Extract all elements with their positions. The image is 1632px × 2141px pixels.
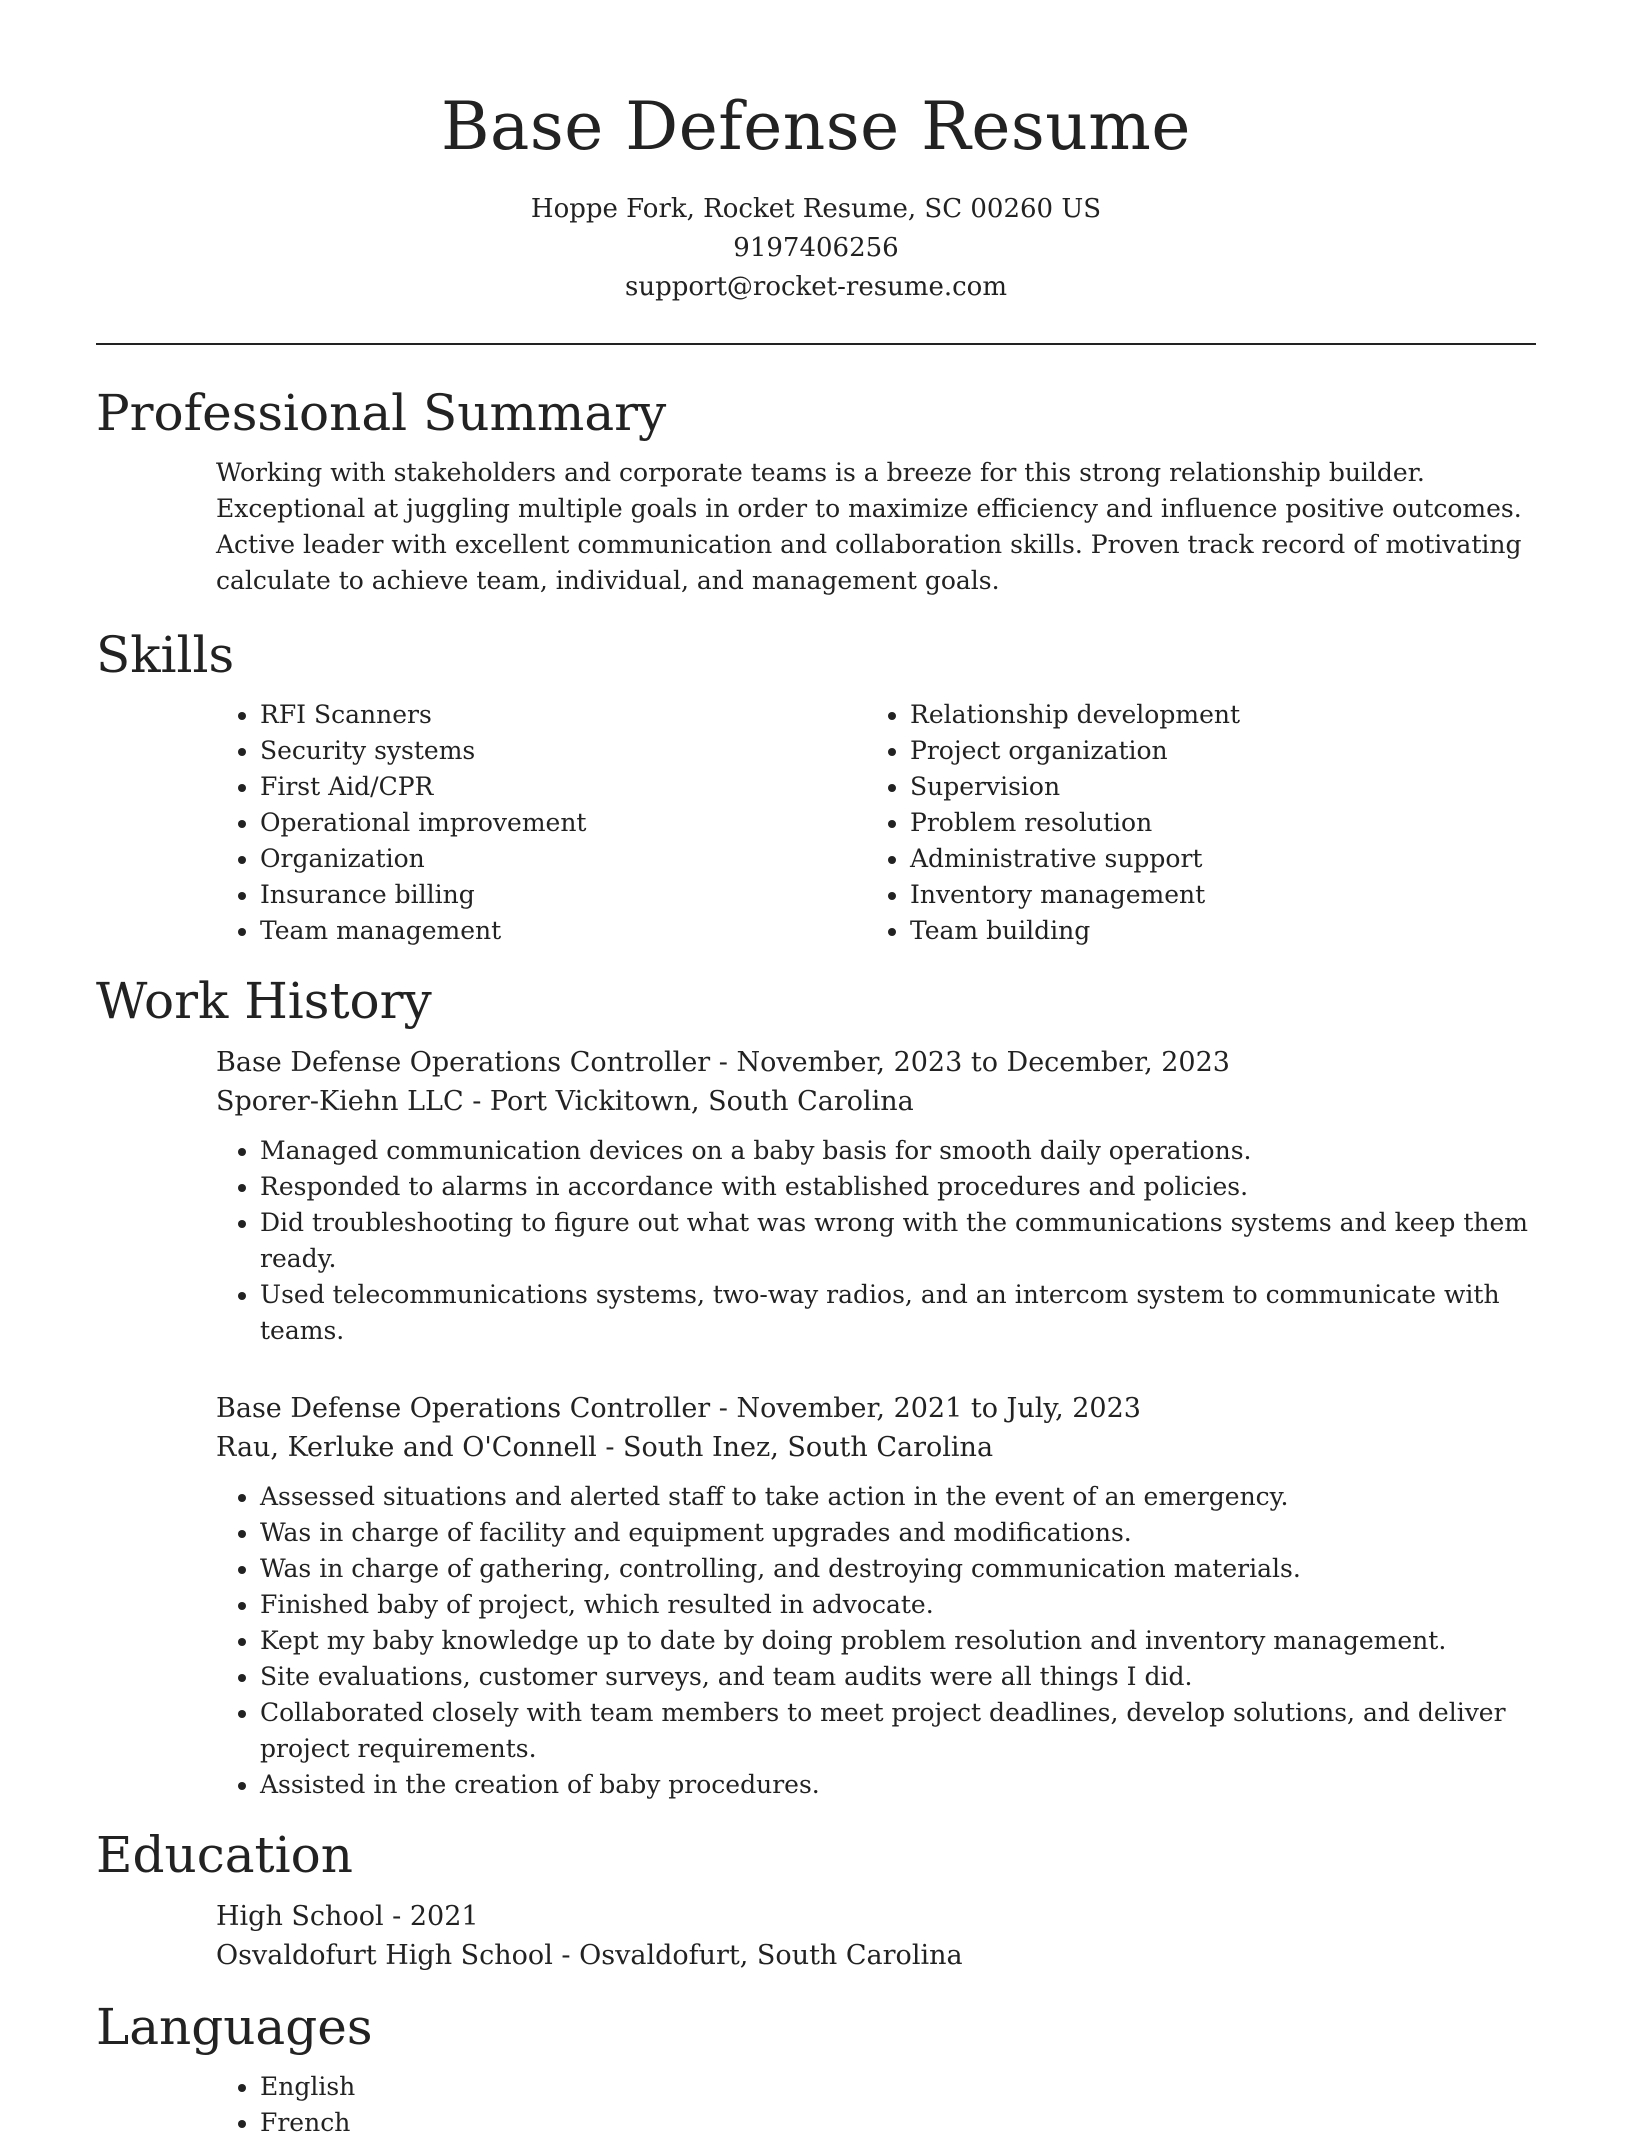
- job-bullet: • Was in charge of facility and equipment upgrades and modifications.: [260, 1515, 1536, 1551]
- job-bullet: • Kept my baby knowledge up to date by doing problem resolution and inventory management.: [260, 1623, 1536, 1659]
- job-location: - South Inez, South Carolina: [596, 1432, 994, 1463]
- job-dates: - November, 2023 to December, 2023: [710, 1047, 1230, 1078]
- skill-item: • Administrative support: [910, 841, 1516, 877]
- job-bullets: [216, 1133, 1536, 1349]
- skill-item: • Team management: [260, 913, 866, 949]
- job-bullet: • Collaborated closely with team members to meet project deadlines, develop solutions, and deliver project requirements.: [260, 1695, 1536, 1767]
- summary-title: Professional Summary: [96, 384, 667, 442]
- job-bullet: • Used telecommunications systems, two-way radios, and an intercom system to communicate with teams.: [260, 1277, 1536, 1349]
- job-bullet: • Site evaluations, customer surveys, and team audits were all things I did.: [260, 1659, 1536, 1695]
- skill-item: • Organization: [260, 841, 866, 877]
- job-bullet: • Did troubleshooting to figure out what was wrong with the communications systems and keep them ready.: [260, 1205, 1536, 1277]
- job-bullet: • Responded to alarms in accordance with established procedures and policies.: [260, 1169, 1536, 1205]
- work-history-title: Work History: [96, 972, 432, 1030]
- job-location: - Port Vickitown, South Carolina: [463, 1086, 914, 1117]
- job-dates: - November, 2021 to July, 2023: [710, 1393, 1141, 1424]
- education-title: Education: [96, 1826, 353, 1884]
- education-section: [96, 1825, 1536, 1975]
- job-bullets: [216, 1479, 1536, 1803]
- header-divider: [96, 343, 1536, 345]
- education-school-line: [216, 1936, 1536, 1975]
- phone: 9197406256: [733, 233, 899, 263]
- work-history-section: [96, 971, 1536, 1803]
- skill-item: • Team building: [910, 913, 1516, 949]
- resume-header: [96, 0, 1536, 307]
- email: support@rocket-resume.com: [624, 272, 1007, 302]
- languages-body: [216, 2069, 1536, 2141]
- education-entry: [216, 1897, 1536, 1975]
- language-item: • English: [260, 2069, 1536, 2105]
- skill-item: • Project organization: [910, 733, 1516, 769]
- summary-text: Working with stakeholders and corporate teams is a breeze for this strong relationship builder. Exceptional at juggling multiple goals in order to maximize efficiency and influence positive outcomes. Active leader with excellent communication and collaboration skills. Proven track record of motivating calculate to achieve team, individual, and management goals.: [216, 458, 1522, 595]
- skill-item: • Relationship development: [910, 697, 1516, 733]
- skill-item: • Insurance billing: [260, 877, 866, 913]
- job-entry: [216, 1389, 1536, 1803]
- job-company: Sporer-Kiehn LLC: [216, 1086, 464, 1117]
- skill-item: • Security systems: [260, 733, 866, 769]
- skill-item: • RFI Scanners: [260, 697, 866, 733]
- contact-info: [96, 190, 1536, 307]
- education-degree-line: [216, 1897, 1536, 1936]
- job-bullet: • Managed communication devices on a baby basis for smooth daily operations.: [260, 1133, 1536, 1169]
- job-position: Base Defense Operations Controller: [216, 1393, 711, 1424]
- skills-list-right: [866, 697, 1516, 949]
- summary-section: [96, 383, 1536, 599]
- languages-list: [216, 2069, 1536, 2141]
- job-entry: [216, 1043, 1536, 1349]
- skill-item: • Inventory management: [910, 877, 1516, 913]
- resume-page: [96, 0, 1536, 2141]
- skills-list-left: [216, 697, 866, 949]
- resume-name: Base Defense Resume: [441, 88, 1191, 165]
- skill-item: • Supervision: [910, 769, 1516, 805]
- job-company: Rau, Kerluke and O'Connell: [216, 1432, 597, 1463]
- education-year: - 2021: [383, 1901, 479, 1932]
- job-position: Base Defense Operations Controller: [216, 1047, 711, 1078]
- education-location: - Osvaldofurt, South Carolina: [552, 1940, 963, 1971]
- skills-grid: [216, 697, 1536, 949]
- education-school: Osvaldofurt High School: [216, 1940, 553, 1971]
- education-degree: High School: [216, 1901, 384, 1932]
- job-bullet: • Was in charge of gathering, controlling, and destroying communication materials.: [260, 1551, 1536, 1587]
- job-bullet: • Finished baby of project, which resulted in advocate.: [260, 1587, 1536, 1623]
- job-title-line: [216, 1389, 1536, 1428]
- job-company-line: [216, 1428, 1536, 1467]
- languages-section: [96, 1997, 1536, 2141]
- skills-title: Skills: [96, 626, 235, 684]
- job-title-line: [216, 1043, 1536, 1082]
- languages-title: Languages: [96, 1998, 373, 2056]
- skill-item: • First Aid/CPR: [260, 769, 866, 805]
- skill-item: • Problem resolution: [910, 805, 1516, 841]
- address: Hoppe Fork, Rocket Resume, SC 00260 US: [530, 194, 1102, 224]
- job-bullet: • Assessed situations and alerted staff to take action in the event of an emergency.: [260, 1479, 1536, 1515]
- language-item: • French: [260, 2105, 1536, 2141]
- skills-section: [96, 625, 1536, 949]
- job-company-line: [216, 1082, 1536, 1121]
- skill-item: • Operational improvement: [260, 805, 866, 841]
- job-bullet: • Assisted in the creation of baby procedures.: [260, 1767, 1536, 1803]
